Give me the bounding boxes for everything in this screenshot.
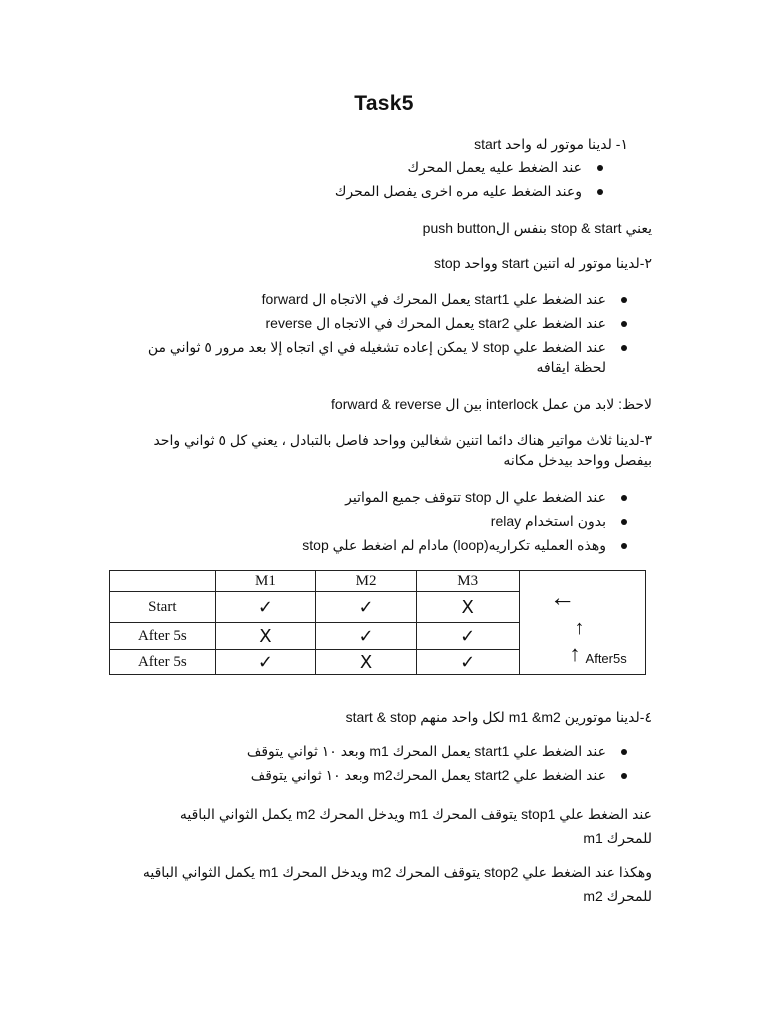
section1-heading: ١- لدينا موتور له واحد start <box>474 136 628 152</box>
bullet-dot <box>597 189 603 195</box>
section4-bullet-1: عند الضغط علي start1 يعمل المحرك m1 وبعد ١٠ ثواني يتوقف <box>246 743 606 759</box>
section2-bullet-1: عند الضغط علي start1 يعمل المحرك في الاتجاه ال forward <box>261 291 606 307</box>
m3-state: ✓ <box>416 650 519 675</box>
section2-heading: ٢-لدينا موتور له اتنين start وواحد stop <box>434 255 652 271</box>
bullet-dot <box>621 519 627 525</box>
bullet-dot <box>621 345 627 351</box>
section4-paragraph-2: وهكذا عند الضغط علي stop2 يتوقف المحرك m2 ويدخل المحرك m1 يكمل الثواني الباقيه للمحرك m2 <box>142 864 652 904</box>
section1-bullet-2: وعند الضغط عليه مره اخرى يفصل المحرك <box>334 183 582 199</box>
arrow-up-icon: ↑ <box>569 641 581 666</box>
row-label: After 5s <box>110 650 216 675</box>
arrow-up-icon: ↑ <box>574 617 585 639</box>
bullet-dot <box>597 165 603 171</box>
section2-bullet-3: عند الضغط علي stop لا يمكن إعاده تشغيله في اي اتجاه إلا بعد مرور ٥ ثواني من لحظة ايقافه <box>147 339 606 375</box>
table-header-row <box>110 571 646 592</box>
table-header-cell: M1 <box>215 571 316 592</box>
table-header-cell <box>110 571 216 592</box>
bullet-dot <box>621 773 627 779</box>
row-label: After 5s <box>110 623 216 650</box>
bullet-dot <box>621 321 627 327</box>
row-label: Start <box>110 592 216 623</box>
table-header-cell: M3 <box>416 571 519 592</box>
bullet-dot <box>621 543 627 549</box>
section4-paragraph-1: عند الضغط علي stop1 يتوقف المحرك m1 ويدخل المحرك m2 يكمل الثواني الباقيه للمحرك m1 <box>179 806 652 846</box>
arrow-left-icon: ← <box>549 583 576 612</box>
section2-note: لاحظ: لابد من عمل interlock بين ال forward & reverse <box>331 396 652 412</box>
m1-state: ✓ <box>215 650 316 675</box>
m2-state: ✓ <box>316 623 417 650</box>
section1-note: يعني stop & start بنفس الpush button <box>422 220 652 236</box>
bullet-dot <box>621 495 627 501</box>
m2-state: ✓ <box>316 592 417 623</box>
bullet-dot <box>621 297 627 303</box>
section4-bullet-2: عند الضغط علي start2 يعمل المحركm2 وبعد ١٠ ثواني يتوقف <box>250 767 606 783</box>
section3-bullet-2: بدون استخدام relay <box>490 513 606 529</box>
section3-bullet-1: عند الضغط علي ال stop تتوقف جميع المواتير <box>345 489 606 505</box>
after5s-label: After5s <box>585 651 627 666</box>
bullet-dot <box>621 749 627 755</box>
section2-bullet-2: عند الضغط علي star2 يعمل المحرك في الاتجاه ال reverse <box>265 315 606 331</box>
section4-heading: ٤-لدينا موتورين m1 &m2 لكل واحد منهم start & stop <box>345 709 652 725</box>
m1-state: X <box>215 623 316 650</box>
section1-bullet-1: عند الضغط عليه يعمل المحرك <box>407 159 582 175</box>
m1-state: ✓ <box>215 592 316 623</box>
m3-state: X <box>416 592 519 623</box>
motor-sequence-table <box>109 570 646 675</box>
m3-state: ✓ <box>416 623 519 650</box>
table-header-cell: M2 <box>316 571 417 592</box>
page-title: Task5 <box>354 92 414 115</box>
section3-bullet-3: وهذه العمليه تكراريه(loop) مادام لم اضغط علي stop <box>302 537 606 553</box>
cycle-indicator-cell <box>519 571 645 675</box>
m2-state: X <box>316 650 417 675</box>
section3-heading: ٣-لدينا ثلاث مواتير هناك دائما اتنين شغالين وواحد فاصل بالتبادل ، يعني كل ٥ ثواني واحد بيفصل وواحد بيدخل مكانه <box>153 432 652 468</box>
